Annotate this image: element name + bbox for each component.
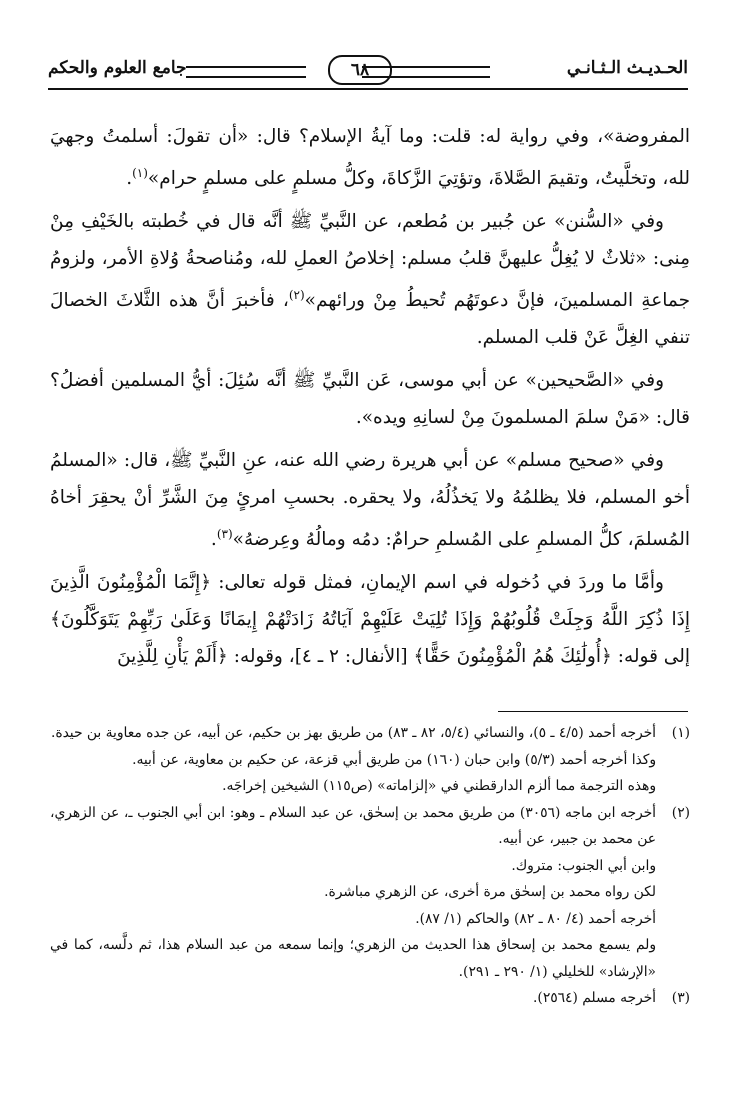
footnote-line: وابن أبي الجنوب: متروك. (511, 857, 656, 874)
paragraph-text: وفي «الصَّحيحين» عن أبي موسى، عَن النَّبيِّ ﷺ أنَّه سُئِلَ: أيُّ المسلمين أفضلُ؟ قال: «مَنْ سلمَ المسلمونَ مِنْ لسانِهِ ويده». (50, 370, 690, 429)
footnote-line: وكذا أخرجه أحمد (٥/٣) وابن حبان (١٦٠) من طريق أبي قزعة، عن حكيم بن معاوية، عن أبيه. (132, 751, 656, 768)
footnote-line: أخرجه ابن ماجه (٣٠٥٦) من طريق محمد بن إسحٰق، عن عبد السلام ـ وهو: ابن أبي الجنوب ـ، عن الزهري، عن محمد بن جبير، عن أبيه. (50, 804, 656, 847)
footnote (50, 800, 690, 986)
footnote (50, 720, 690, 800)
footnote-number: (٣) (671, 990, 690, 1006)
footnote-ref: (١) (132, 166, 148, 180)
footnote-ref: (٣) (216, 527, 233, 542)
paragraph-text: وفي «صحيح مسلم» عن أبي هريرة رضي الله عنه، عنِ النَّبيِّ ﷺ، قال: «المسلمُ أخو المسلم، فلا يظلمُهُ ولا يَخذُلُهُ، ولا يحقره. بحسبِ امرئٍ مِنَ الشَّرِّ أنْ يحقِرَ أخاهُ المُسلمَ، كلُّ المسلمِ على المُسلمِ حرامٌ: دمُه ومالُهُ وعِرضهُ» (50, 450, 690, 551)
paragraph-tail: . (210, 529, 217, 551)
main-text (50, 118, 690, 681)
book-title: جامع العلوم والحكم (48, 58, 187, 78)
header-rule (48, 88, 688, 90)
footnote (50, 985, 690, 1012)
page-number: ٦٨ (328, 55, 392, 85)
paragraph-text: وفي «السُّنن» عن جُبير بن مُطعم، عن النَّبيِّ ﷺ أنَّه قال في خُطبته بالخَيْفِ مِنْ مِنى: «ثلاثٌ لا يُغِلُّ عليهنَّ قلبُ مسلم: إخلاصُ العملِ لله، ومُناصحةُ وُلاةِ الأمر، ولزومُ جماعةِ المسلمينَ، فإنَّ دعوتَهُم تُحيطُ مِنْ ورائهم» (50, 211, 690, 312)
footnote-number: (٢) (671, 804, 690, 821)
paragraph (50, 564, 690, 675)
footnote-line: أخرجه مسلم (٢٥٦٤). (533, 990, 656, 1006)
paragraph (50, 442, 690, 558)
footnote-separator (498, 711, 688, 712)
footnote-line: لكن رواه محمد بن إسحٰق مرة أخرى، عن الزهري مباشرة. (324, 884, 656, 900)
footnote-line: ولم يسمع محمد بن إسحاق هذا الحديث من الزهري؛ وإنما سمعه من عبد السلام هذا، ثم دلَّسه، كما في «الإرشاد» للخليلي (١/ ٢٩٠ ـ ٢٩١). (50, 937, 656, 980)
footnote-line: أخرجه أحمد (٤/٥ ـ ٥)، والنسائي (٥/٤، ٨٢ ـ ٨٣) من طريق بهز بن حكيم، عن أبيه، عن جده معاوية بن حيدة. (50, 725, 656, 741)
paragraph-text: المفروضة»، وفي رواية له: قلت: وما آيةُ الإسلام؟ قال: «أن تقولَ: أسلمتُ وجهيَ لله، وتخلَّيتُ، وتقيمَ الصَّلاةَ، وتؤتِيَ الزَّكاةَ، وكلُّ مسلمٍ على مسلمٍ حرام» (50, 126, 690, 190)
footnotes (50, 720, 690, 1012)
chapter-title: الحـديـث الـثـانـي (566, 58, 688, 78)
paragraph-tail: . (126, 168, 133, 190)
paragraph-text: وأمَّا ما وردَ في دُخوله في اسم الإيمانِ، فمثل قوله تعالى: ﴿إِنَّمَا الْمُؤْمِنُونَ الَّذِينَ إِذَا ذُكِرَ اللَّهُ وَجِلَتْ قُلُوبُهُمْ وَإِذَا تُلِيَتْ عَلَيْهِمْ آيَاتُهُ زَادَتْهُمْ إِيمَانًا وَعَلَىٰ رَبِّهِمْ يَتَوَكَّلُونَ﴾ إلى قوله: ﴿أُولَٰئِكَ هُمُ الْمُؤْمِنُونَ حَقًّا﴾ [الأنفال: ٢ ـ ٤]، وقوله: ﴿أَلَمْ يَأْنِ لِلَّذِينَ (50, 572, 690, 668)
footnote-number: (١) (671, 725, 690, 741)
paragraph (50, 362, 690, 436)
footnote-line: وهذه الترجمة مما ألزم الدارقطني في «إلزاماته» (ص١١٥) الشيخين إخراجَه. (222, 778, 656, 794)
header-decoration-left (186, 66, 306, 78)
paragraph-tail: ، فأخبرَ أنَّ هذه الثَّلاثَ الخصالَ تنفي الغِلَّ عَنْ قلب المسلم. (50, 290, 690, 349)
paragraph (50, 118, 690, 197)
paragraph (50, 203, 690, 356)
footnote-line: أخرجه أحمد (٤/ ٨٠ ـ ٨٢) والحاكم (١/ ٨٧). (415, 910, 656, 927)
footnote-ref: (٢) (288, 288, 305, 303)
page-header (48, 52, 688, 92)
